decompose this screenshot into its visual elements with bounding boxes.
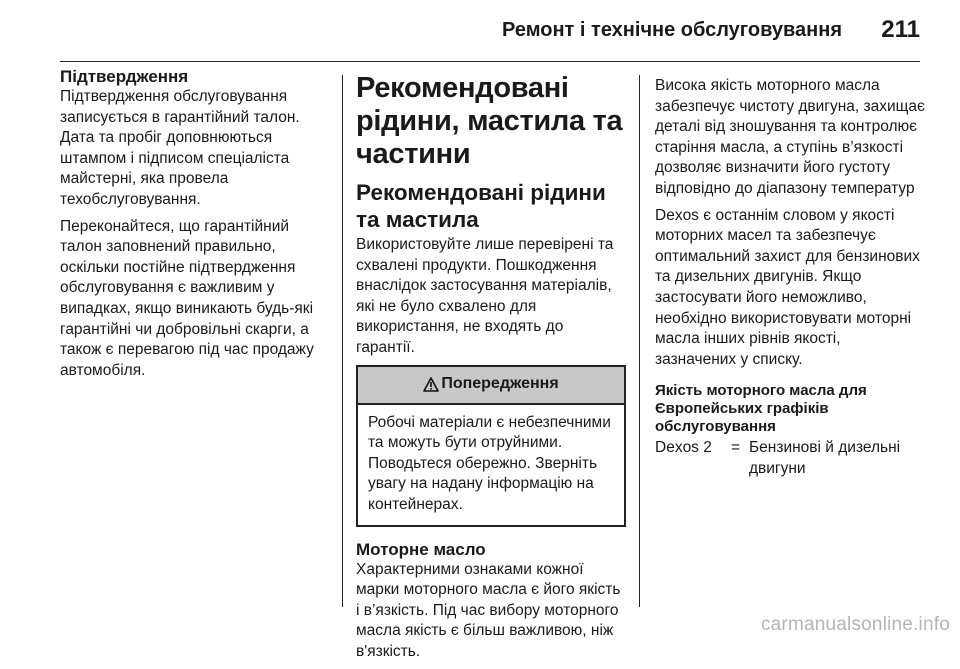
header-rule (60, 61, 920, 62)
oil-quality-paragraph: Висока якість моторного масла забезпечує чистоту двигуна, захищає деталі від зношування та контролює старіння масла, а ступінь в’язкості дозволяє визначити його густоту відповідно до діапазону температур (655, 77, 925, 197)
section-subtitle: Рекомендовані рідини та мастила (356, 180, 606, 232)
warning-box (356, 365, 626, 527)
warning-body: Робочі матеріали є небезпечними та можуть бути отруйними. Поводьтеся обережно. Зверніть увагу на надану інформацію на контейнерах. (368, 413, 611, 513)
column-divider-1 (342, 75, 343, 607)
column-right (655, 76, 925, 480)
page-number: 211 (881, 16, 920, 43)
spec-row (655, 438, 925, 479)
confirmation-paragraph-1: Підтвердження обслуговування записується в гарантійний талон. Дата та пробіг доповнюються штампом і підписом спеціаліста майстерні, яка провела техобслуговування. (60, 88, 300, 208)
oil-quality-heading: Якість моторного масла для Європейських графіків обслуговування (655, 382, 867, 436)
watermark: carmanualsonline.info (760, 614, 950, 635)
dexos-paragraph: Dexos є останнім словом у якості моторних масел та забезпечує оптимальний захист для бензинових та дизельних двигунів. Якщо застосувати його неможливо, необхідно використовувати моторні масла інших рівнів якості, зазначених у списку. (655, 206, 920, 368)
header-title: Ремонт і технічне обслуговування (502, 19, 842, 41)
page-header (0, 0, 960, 52)
fluids-paragraph: Використовуйте лише перевірені та схвалені продукти. Пошкодження внаслідок застосування матеріалів, які не було схвалено для використання, не входять до гарантії. (356, 236, 614, 356)
spec-value: Бензинові й дизельні двигуни (749, 439, 901, 477)
column-middle (356, 72, 626, 669)
engine-oil-paragraph: Характерними ознаками кожної марки моторного масла є його якість і в’язкість. Під час вибору моторного масла якість є більш важливою, ніж в'язкість. (356, 560, 621, 660)
spec-equals: = (731, 439, 741, 457)
warning-triangle-icon (423, 377, 439, 392)
section-title: Рекомендовані рідини, мастила та частини (356, 72, 623, 170)
confirmation-paragraph-2: Переконайтеся, що гарантійний талон заповнений правильно, оскільки постійне підтвердження обслуговування є важливим у випадках, якщо виникають будь-які гарантійні чи добровільні скарги, а також є перевагою під час продажу автомобіля. (60, 217, 314, 379)
confirmation-heading: Підтвердження (60, 67, 189, 86)
warning-title: Попередження (441, 375, 559, 393)
column-divider-2 (639, 75, 640, 607)
spec-key: Dexos 2 (655, 439, 712, 457)
engine-oil-heading: Моторне масло (356, 539, 486, 559)
column-left (60, 66, 332, 387)
warning-header (358, 367, 624, 405)
